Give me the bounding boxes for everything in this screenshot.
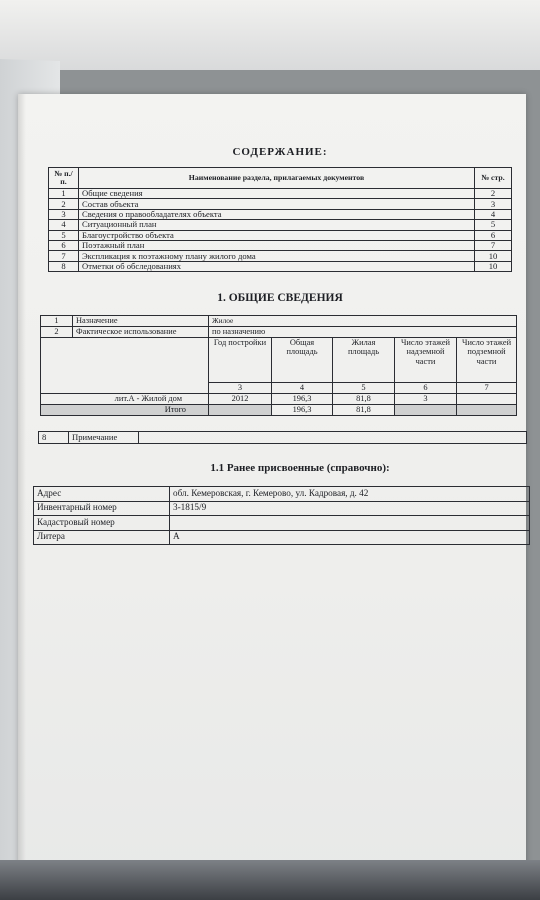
note-row xyxy=(39,432,527,444)
row-label: Назначение xyxy=(73,316,209,327)
object-label: лит.А - Жилой дом xyxy=(41,394,209,405)
toc-name: Благоустройство объекта xyxy=(79,230,475,240)
toc-page: 10 xyxy=(475,251,512,261)
table-row xyxy=(34,530,530,545)
toc-title: СОДЕРЖАНИЕ: xyxy=(232,146,328,158)
toc-num: 3 xyxy=(49,209,79,219)
table-row xyxy=(49,220,512,230)
table-row xyxy=(34,487,530,502)
toc-num: 5 xyxy=(49,230,79,240)
table-row xyxy=(49,199,512,209)
row-value: по назначению xyxy=(209,327,517,338)
toc-header-row xyxy=(49,168,512,189)
note-table xyxy=(38,431,527,444)
prev-label: Литера xyxy=(34,530,170,545)
toc-name: Отметки об обследованиях xyxy=(79,261,475,271)
prev-value: 3-1815/9 xyxy=(170,501,530,516)
note-value xyxy=(139,432,527,444)
table-row xyxy=(49,251,512,261)
col-number: 6 xyxy=(395,383,457,394)
table-row xyxy=(34,501,530,516)
table-row xyxy=(49,230,512,240)
row-label: Фактическое использование xyxy=(73,327,209,338)
toc-header-name: Наименование раздела, прилагаемых документов xyxy=(79,168,475,189)
toc-name: Общие сведения xyxy=(79,189,475,199)
toc-page: 5 xyxy=(475,220,512,230)
col-number: 5 xyxy=(333,383,395,394)
col-total-area: Общая площадь xyxy=(272,338,333,383)
row-num: 2 xyxy=(41,327,73,338)
prev-label: Инвентарный номер xyxy=(34,501,170,516)
table-row xyxy=(49,240,512,250)
toc-num: 4 xyxy=(49,220,79,230)
table-row xyxy=(49,189,512,199)
col-number: 3 xyxy=(209,383,272,394)
object-floors-below xyxy=(457,394,517,405)
object-total-area: 196,3 xyxy=(272,394,333,405)
toc-name: Состав объекта xyxy=(79,199,475,209)
row-num: 1 xyxy=(41,316,73,327)
row-value: Жилое xyxy=(209,316,517,327)
toc-name: Ситуационный план xyxy=(79,220,475,230)
toc-page: 7 xyxy=(475,240,512,250)
object-year: 2012 xyxy=(209,394,272,405)
toc-num: 7 xyxy=(49,251,79,261)
toc-page: 10 xyxy=(475,261,512,271)
total-area: 196,3 xyxy=(272,405,333,416)
total-label: Итого xyxy=(41,405,209,416)
toc-num: 6 xyxy=(49,240,79,250)
prev-value: обл. Кемеровская, г. Кемерово, ул. Кадровая, д. 42 xyxy=(170,487,530,502)
general-title: 1. ОБЩИЕ СВЕДЕНИЯ xyxy=(217,292,343,304)
general-columns-header xyxy=(41,338,517,383)
object-living-area: 81,8 xyxy=(333,394,395,405)
general-row-object xyxy=(41,394,517,405)
prev-label: Кадастровый номер xyxy=(34,516,170,531)
general-row-purpose xyxy=(41,316,517,327)
toc-table xyxy=(48,167,512,272)
toc-page: 4 xyxy=(475,209,512,219)
table-row xyxy=(34,516,530,531)
toc-num: 8 xyxy=(49,261,79,271)
col-floors-below: Число этажей подземной части xyxy=(457,338,517,383)
toc-page: 2 xyxy=(475,189,512,199)
total-blank xyxy=(457,405,517,416)
col-floors-above: Число этажей надземной части xyxy=(395,338,457,383)
prev-label: Адрес xyxy=(34,487,170,502)
general-row-total xyxy=(41,405,517,416)
object-floors-above: 3 xyxy=(395,394,457,405)
prev-value: А xyxy=(170,530,530,545)
toc-header-num: № п./п. xyxy=(49,168,79,189)
general-info-table xyxy=(40,315,517,416)
toc-name: Сведения о правообладателях объекта xyxy=(79,209,475,219)
total-living-area: 81,8 xyxy=(333,405,395,416)
toc-num: 2 xyxy=(49,199,79,209)
previous-info-table xyxy=(33,486,530,545)
prev-value xyxy=(170,516,530,531)
toc-header-page: № стр. xyxy=(475,168,512,189)
toc-name: Экспликация к поэтажному плану жилого дома xyxy=(79,251,475,261)
total-blank xyxy=(395,405,457,416)
note-num: 8 xyxy=(39,432,69,444)
total-blank xyxy=(209,405,272,416)
table-row xyxy=(49,261,512,271)
note-label: Примечание xyxy=(69,432,139,444)
toc-name: Поэтажный план xyxy=(79,240,475,250)
col-number: 4 xyxy=(272,383,333,394)
general-row-actual-use xyxy=(41,327,517,338)
toc-page: 3 xyxy=(475,199,512,209)
col-year: Год постройки xyxy=(209,338,272,383)
toc-num: 1 xyxy=(49,189,79,199)
toc-page: 6 xyxy=(475,230,512,240)
col-number: 7 xyxy=(457,383,517,394)
header-blank xyxy=(41,338,209,394)
table-row xyxy=(49,209,512,219)
previous-title: 1.1 Ранее присвоенные (справочно): xyxy=(210,462,390,474)
col-living-area: Жилая площадь xyxy=(333,338,395,383)
